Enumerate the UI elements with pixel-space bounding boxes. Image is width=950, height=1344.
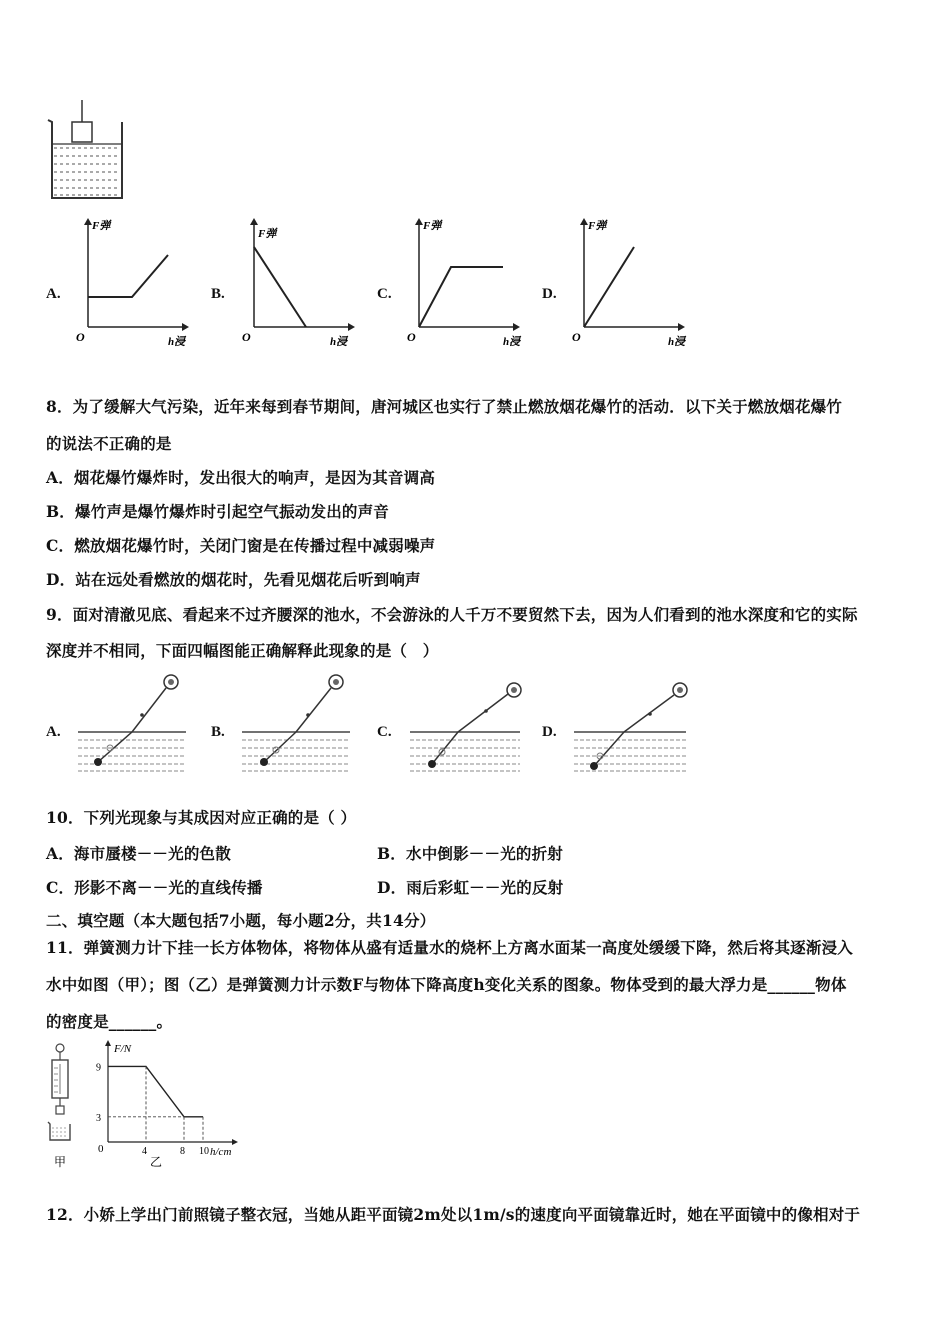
q8-stem-line1: 8．为了缓解大气污染，近年来每到春节期间，唐河城区也实行了禁止燃放烟花爆竹的活动．以下关于燃放烟花爆竹 bbox=[46, 397, 842, 416]
f-h-chart bbox=[92, 1040, 242, 1172]
axis-y-label: F弹 bbox=[258, 228, 277, 240]
q12-stem-line1: 12．小娇上学出门前照镜子整衣冠，当她从距平面镜2m处以1m/s的速度向平面镜靠近时，她在平面镜中的像相对于 bbox=[46, 1205, 861, 1224]
q9-stem-line1: 9．面对清澈见底、看起来不过齐腰深的池水，不会游泳的人千万不要贸然下去，因为人们看到的池水深度和它的实际 bbox=[46, 605, 858, 624]
q10-option-c[interactable]: C．形影不离－－光的直线传播 bbox=[46, 878, 263, 897]
q9-option-c-label[interactable]: C. bbox=[377, 724, 392, 740]
axis-y-label: F弹 bbox=[588, 220, 607, 232]
q8-option-a[interactable]: A．烟花爆竹爆炸时，发出很大的响声，是因为其音调高 bbox=[46, 468, 436, 487]
origin-label: O bbox=[242, 330, 251, 344]
x-tick-label: 4 bbox=[142, 1146, 147, 1157]
q9-option-b-label[interactable]: B. bbox=[211, 724, 225, 740]
x-axis-label: h/cm bbox=[210, 1146, 232, 1158]
label-jia: 甲 bbox=[54, 1155, 67, 1169]
y-axis-label: F/N bbox=[114, 1043, 132, 1055]
axis-x-label: h浸 bbox=[168, 336, 186, 348]
q8-stem-line2: 的说法不正确的是 bbox=[46, 434, 172, 453]
q9-stem-line2: 深度并不相同，下面四幅图能正确解释此现象的是（ ） bbox=[46, 641, 439, 660]
q8-option-c[interactable]: C．燃放烟花爆竹时，关闭门窗是在传播过程中减弱噪声 bbox=[46, 536, 436, 555]
q7-graph-a bbox=[74, 215, 194, 350]
q9-option-d-label[interactable]: D. bbox=[542, 724, 557, 740]
q8-option-d[interactable]: D．站在远处看燃放的烟花时，先看见烟花后听到响声 bbox=[46, 570, 421, 589]
q9-figure-d bbox=[570, 676, 690, 778]
spring-scale-figure bbox=[44, 1042, 84, 1170]
axis-x-label: h浸 bbox=[503, 336, 521, 348]
q9-figure-c bbox=[406, 676, 524, 778]
q7-graph-d bbox=[570, 215, 690, 350]
q9-figure-b bbox=[238, 670, 354, 776]
q10-option-d[interactable]: D．雨后彩虹－－光的反射 bbox=[377, 878, 564, 897]
q7-graph-c bbox=[405, 215, 525, 350]
x-tick-label: 8 bbox=[180, 1146, 185, 1157]
label-yi: 乙 bbox=[150, 1155, 163, 1169]
q9-option-a-label[interactable]: A. bbox=[46, 724, 61, 740]
q9-figure-a bbox=[74, 670, 190, 776]
q7-graph-b bbox=[240, 215, 360, 350]
q10-option-a[interactable]: A．海市蜃楼－－光的色散 bbox=[46, 844, 231, 863]
series-line bbox=[108, 1066, 203, 1116]
axis-x-label: h浸 bbox=[330, 336, 348, 348]
q8-option-b[interactable]: B．爆竹声是爆竹爆炸时引起空气振动发出的声音 bbox=[46, 502, 390, 521]
origin-label: O bbox=[572, 330, 581, 344]
q11-stem-line3: 的密度是______。 bbox=[46, 1012, 173, 1031]
section-title: 二、填空题（本大题包括7小题，每小题2分，共14分） bbox=[46, 911, 436, 930]
beaker-figure bbox=[44, 100, 134, 202]
x-tick-label: 10 bbox=[199, 1146, 209, 1157]
axis-y-label: F弹 bbox=[92, 220, 111, 232]
origin-label: 0 bbox=[98, 1143, 104, 1155]
q7-option-d-label[interactable]: D. bbox=[542, 286, 557, 302]
origin-label: O bbox=[76, 330, 85, 344]
y-tick-label: 3 bbox=[96, 1112, 101, 1124]
origin-label: O bbox=[407, 330, 416, 344]
axis-y-label: F弹 bbox=[423, 220, 442, 232]
axis-x-label: h浸 bbox=[668, 336, 686, 348]
q7-option-a-label[interactable]: A. bbox=[46, 286, 61, 302]
q11-stem-line1: 11．弹簧测力计下挂一长方体物体，将物体从盛有适量水的烧杯上方离水面某一高度处缓缓下降，然后将其逐渐浸入 bbox=[46, 938, 853, 957]
q7-option-c-label[interactable]: C. bbox=[377, 286, 392, 302]
q10-option-b[interactable]: B．水中倒影－－光的折射 bbox=[377, 844, 564, 863]
q10-stem: 10．下列光现象与其成因对应正确的是（ ） bbox=[46, 808, 357, 827]
q11-stem-line2: 水中如图（甲）；图（乙）是弹簧测力计示数F与物体下降高度h变化关系的图象。物体受到的最大浮力是______物体 bbox=[46, 975, 847, 994]
q7-option-b-label[interactable]: B. bbox=[211, 286, 225, 302]
y-tick-label: 9 bbox=[96, 1062, 101, 1074]
